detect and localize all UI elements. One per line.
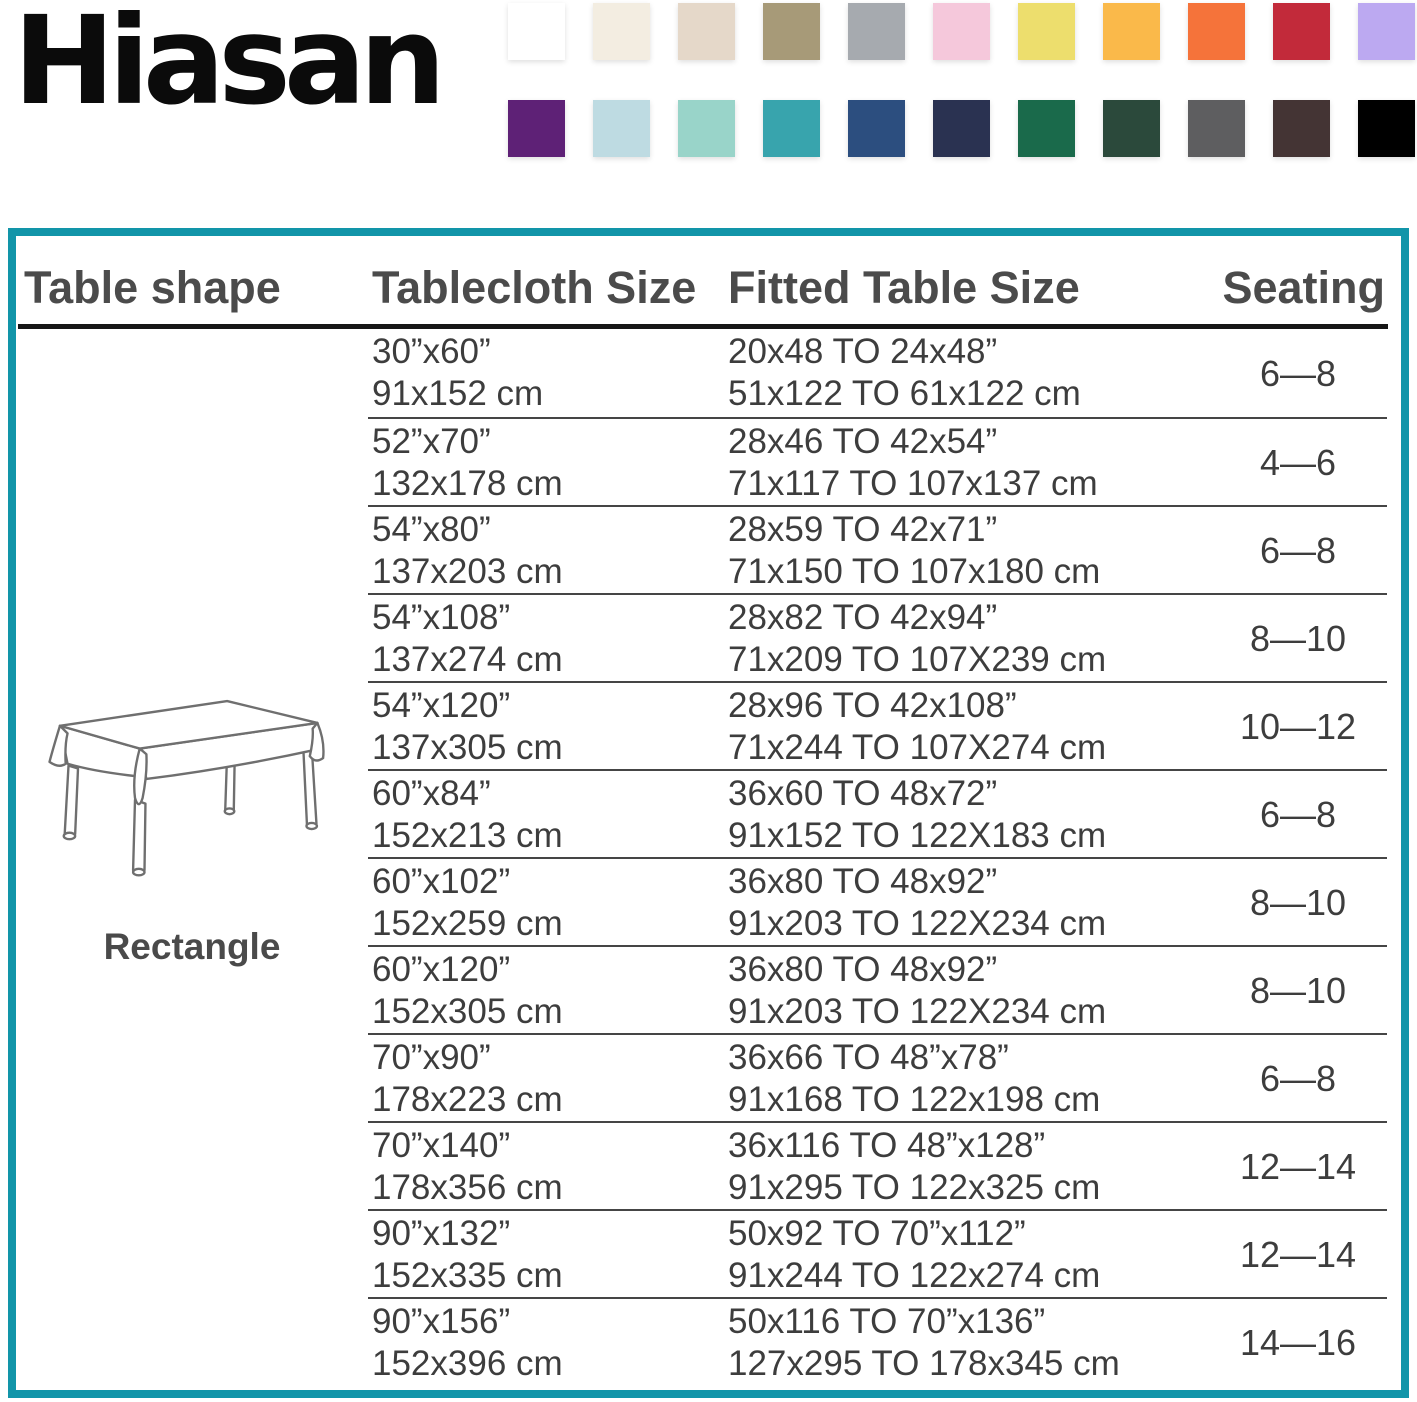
orange-swatch [1188, 3, 1245, 60]
fitted-table-size-cell [724, 1037, 1209, 1121]
tablecloth-size-inches: 70”x140” [372, 1126, 511, 1165]
tablecloth-size-cell [368, 509, 724, 593]
color-swatch-grid [508, 3, 1417, 157]
fitted-size-inches: 20x48 TO 24x48” [728, 332, 998, 371]
tablecloth-size-inches: 90”x132” [372, 1214, 511, 1253]
fitted-size-cm: 51x122 TO 61x122 cm [728, 374, 1081, 413]
size-table-row [368, 505, 1387, 593]
chocolate-swatch [1273, 100, 1330, 157]
black-swatch [1358, 100, 1415, 157]
fitted-size-inches: 50x116 TO 70”x136” [728, 1302, 1046, 1341]
seating-value: 6—8 [1259, 1058, 1337, 1099]
tablecloth-size-cell [368, 1037, 724, 1121]
fitted-size-cm: 91x203 TO 122X234 cm [728, 904, 1107, 943]
fitted-size-cm: 71x150 TO 107x180 cm [728, 552, 1101, 591]
fitted-size-cm: 71x244 TO 107X274 cm [728, 728, 1107, 767]
tablecloth-size-cell [368, 949, 724, 1033]
fitted-table-size-cell [724, 1301, 1209, 1385]
size-table-row [368, 1121, 1387, 1209]
fitted-size-inches: 36x80 TO 48x92” [728, 950, 998, 989]
fitted-size-cm: 91x295 TO 122x325 cm [728, 1168, 1101, 1207]
size-table-row [368, 417, 1387, 505]
swatch-row-1 [508, 3, 1417, 60]
beige-swatch [678, 3, 735, 60]
purple-swatch [508, 100, 565, 157]
fitted-size-inches: 28x96 TO 42x108” [728, 686, 1017, 725]
blue-swatch [848, 100, 905, 157]
fitted-size-inches: 50x92 TO 70”x112” [728, 1214, 1026, 1253]
size-table-row [368, 945, 1387, 1033]
tablecloth-size-inches: 30”x60” [372, 332, 491, 371]
fitted-table-size-cell [724, 1125, 1209, 1209]
aqua-swatch [678, 100, 735, 157]
seating-value: 6—8 [1259, 353, 1337, 394]
fitted-size-cm: 91x168 TO 122x198 cm [728, 1080, 1101, 1119]
size-table-row [368, 681, 1387, 769]
size-table-header [18, 236, 1387, 324]
pink-swatch [933, 3, 990, 60]
fitted-size-inches: 28x82 TO 42x94” [728, 598, 998, 637]
red-swatch [1273, 3, 1330, 60]
header-tablecloth-size: Tablecloth Size [372, 262, 697, 313]
tablecloth-size-cm: 137x203 cm [372, 552, 563, 591]
seating-value: 14—16 [1239, 1322, 1357, 1363]
tablecloth-size-inches: 70”x90” [372, 1038, 491, 1077]
fitted-table-size-cell [724, 773, 1209, 857]
rectangle-table-icon [40, 676, 344, 900]
fitted-table-size-cell [724, 685, 1209, 769]
seating-value: 12—14 [1239, 1234, 1357, 1275]
tablecloth-size-cm: 152x396 cm [372, 1344, 563, 1383]
seating-value: 6—8 [1259, 794, 1337, 835]
teal-swatch [763, 100, 820, 157]
tablecloth-size-cm: 132x178 cm [372, 464, 563, 503]
fitted-size-inches: 36x80 TO 48x92” [728, 862, 998, 901]
fitted-size-inches: 28x59 TO 42x71” [728, 510, 998, 549]
fitted-size-inches: 28x46 TO 42x54” [728, 422, 998, 461]
tablecloth-size-cell [368, 421, 724, 505]
seating-value: 12—14 [1239, 1146, 1357, 1187]
fitted-size-cm: 91x244 TO 122x274 cm [728, 1256, 1101, 1295]
fitted-table-size-cell [724, 1213, 1209, 1297]
lavender-swatch [1358, 3, 1415, 60]
size-table-row [368, 857, 1387, 945]
tablecloth-size-inches: 52”x70” [372, 422, 491, 461]
green-swatch [1018, 100, 1075, 157]
fitted-table-size-cell [724, 861, 1209, 945]
tablecloth-size-inches: 60”x120” [372, 950, 511, 989]
seating-value: 8—10 [1249, 970, 1347, 1011]
fitted-size-inches: 36x60 TO 48x72” [728, 774, 998, 813]
tablecloth-size-cm: 152x335 cm [372, 1256, 563, 1295]
tablecloth-size-inches: 60”x102” [372, 862, 511, 901]
tablecloth-size-cell [368, 685, 724, 769]
seating-value: 8—10 [1249, 882, 1347, 923]
tablecloth-size-cm: 152x213 cm [372, 816, 563, 855]
tablecloth-size-cell [368, 1125, 724, 1209]
tablecloth-size-cm: 137x305 cm [372, 728, 563, 767]
header-table-shape: Table shape [24, 262, 281, 313]
fitted-table-size-cell [724, 509, 1209, 593]
tablecloth-size-inches: 90”x156” [372, 1302, 511, 1341]
fitted-size-inches: 36x116 TO 48”x128” [728, 1126, 1046, 1165]
tablecloth-size-cm: 91x152 cm [372, 374, 544, 413]
fitted-size-cm: 91x203 TO 122X234 cm [728, 992, 1107, 1031]
fitted-table-size-cell [724, 949, 1209, 1033]
header-seating: Seating [1222, 262, 1385, 313]
khaki-swatch [763, 3, 820, 60]
fitted-table-size-cell [724, 597, 1209, 681]
tablecloth-size-cell [368, 331, 724, 417]
brand-logo: Hiasan [13, 0, 440, 132]
grey-swatch [848, 3, 905, 60]
header-fitted-table-size: Fitted Table Size [728, 262, 1080, 313]
shape-label: Rectangle [103, 926, 281, 967]
size-table-row [368, 1209, 1387, 1297]
fitted-table-size-cell [724, 421, 1209, 505]
size-table [8, 228, 1409, 1398]
fitted-size-cm: 71x209 TO 107X239 cm [728, 640, 1107, 679]
tablecloth-size-cell [368, 597, 724, 681]
white-swatch [508, 3, 565, 60]
light-blue-swatch [593, 100, 650, 157]
size-table-row [368, 329, 1387, 417]
yellow-swatch [1018, 3, 1075, 60]
tablecloth-size-inches: 54”x120” [372, 686, 511, 725]
ivory-swatch [593, 3, 650, 60]
size-table-row [368, 1033, 1387, 1121]
seating-value: 10—12 [1239, 706, 1357, 747]
fitted-table-size-cell [724, 331, 1209, 417]
fitted-size-cm: 91x152 TO 122X183 cm [728, 816, 1107, 855]
tablecloth-size-inches: 60”x84” [372, 774, 491, 813]
swatch-row-2 [508, 100, 1417, 157]
fitted-size-cm: 71x117 TO 107x137 cm [728, 464, 1098, 503]
tablecloth-size-inches: 54”x108” [372, 598, 511, 637]
tablecloth-size-cell [368, 1213, 724, 1297]
tablecloth-size-cm: 178x223 cm [372, 1080, 563, 1119]
tablecloth-size-cm: 178x356 cm [372, 1168, 563, 1207]
size-table-row [368, 769, 1387, 857]
navy-swatch [933, 100, 990, 157]
seating-value: 4—6 [1259, 442, 1337, 483]
tablecloth-size-cm: 137x274 cm [372, 640, 563, 679]
size-table-row [368, 1297, 1387, 1385]
seating-value: 6—8 [1259, 530, 1337, 571]
size-table-row [368, 593, 1387, 681]
tablecloth-size-cell [368, 861, 724, 945]
marigold-swatch [1103, 3, 1160, 60]
table-shape-cell [16, 676, 368, 968]
tablecloth-size-cell [368, 773, 724, 857]
dark-grey-swatch [1188, 100, 1245, 157]
fitted-size-inches: 36x66 TO 48”x78” [728, 1038, 1009, 1077]
fitted-size-cm: 127x295 TO 178x345 cm [728, 1344, 1120, 1383]
tablecloth-size-inches: 54”x80” [372, 510, 491, 549]
tablecloth-size-cell [368, 1301, 724, 1385]
hunter-green-swatch [1103, 100, 1160, 157]
tablecloth-size-cm: 152x259 cm [372, 904, 563, 943]
tablecloth-size-cm: 152x305 cm [372, 992, 563, 1031]
seating-value: 8—10 [1249, 618, 1347, 659]
